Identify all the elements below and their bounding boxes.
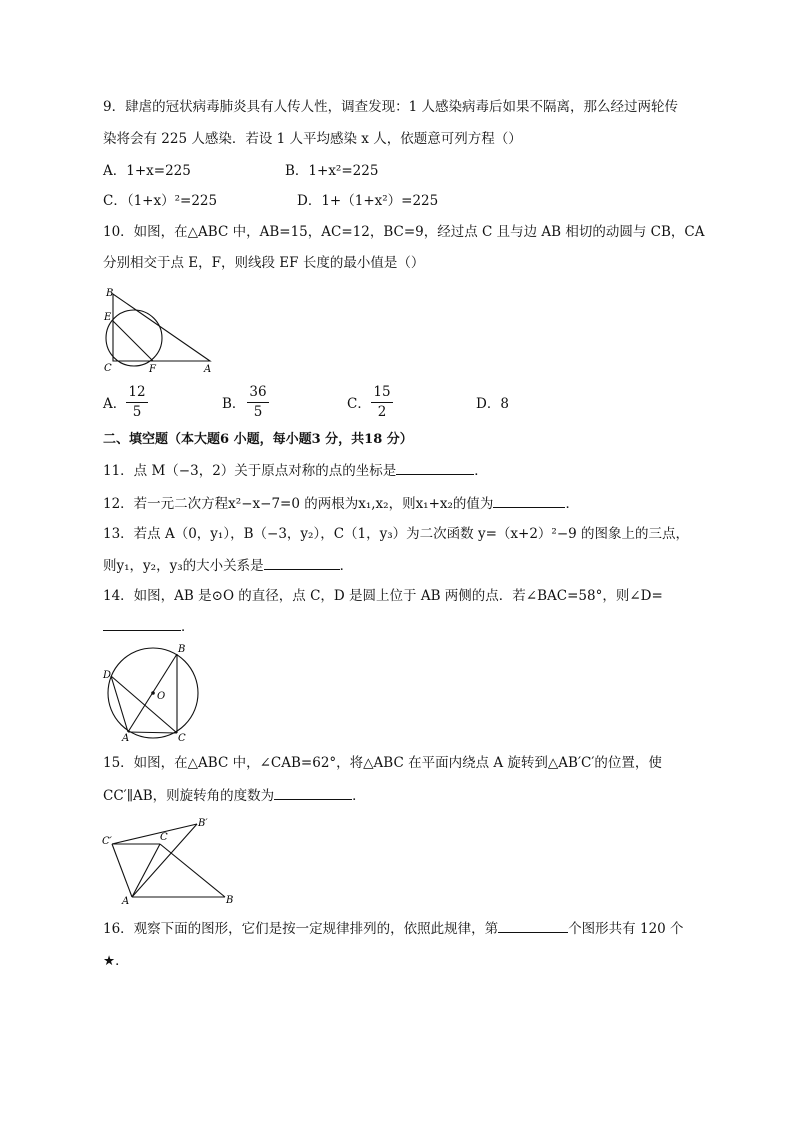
q10-option-a-denominator: 5 [132,404,142,420]
q14-line2 [103,618,195,635]
q10-label-b: B [106,288,114,299]
q9-option-c: C．（1+x）²=225 [103,193,218,209]
q14-label-o: O [157,691,166,702]
q13-end: ． [339,558,354,574]
q15-line1: 15．如图，在△ABC 中，∠CAB=62°，将△ABC 在平面内绕点 A 旋转到△AB′C′的位置，使 [103,755,662,771]
q10-option-c-fraction [371,384,393,421]
q16-text-a: 16．观察下面的图形，它们是按一定规律排列的，依照此规律，第 [103,921,499,937]
q10-option-c-numerator: 15 [371,384,393,403]
q10-option-b-numerator: 36 [247,384,269,403]
q10-label-a: A [204,364,212,375]
q14-end: ． [181,619,195,635]
q10-line1: 10．如图，在△ABC 中，AB=15，AC=12，BC=9，经过点 C 且与边 AB 相切的动圆与 CB，CA [103,224,705,240]
q16-answer-blank[interactable] [498,920,568,933]
q14-line1: 14．如图，AB 是⊙O 的直径，点 C，D 是圆上位于 AB 两侧的点．若∠BAC=58°，则∠D= [103,588,663,604]
q10-option-c-denominator: 2 [377,404,387,420]
q14-label-a: A [122,733,130,742]
q13-text: 则y₁，y₂，y₃的大小关系是 [103,558,264,574]
q16-line2: ★． [103,953,129,969]
q12-text: 12．若一元二次方程x²−x−7=0 的两根为x₁,x₂，则x₁+x₂的值为 [103,496,494,512]
q10-option-c-label: C． [347,396,371,412]
q9-line1: 9．肆虐的冠状病毒肺炎具有人传人性，调查发现：1 人感染病毒后如果不隔离，那么经过两轮传 [103,99,678,115]
q10-option-b-denominator: 5 [253,404,263,420]
q16-text-b: 个图形共有 120 个 [568,921,684,937]
q14-circle-figure [100,642,205,742]
q10-option-a-fraction [126,384,148,421]
q15-label-c-prime: C′ [102,836,112,847]
q14-label-d: D [103,670,112,681]
q14-label-c: C [178,733,186,742]
q15-line2 [103,787,366,804]
q15-label-c: C [160,832,168,843]
q12-end: ． [565,496,579,512]
q14-label-b: B [178,644,186,655]
q10-line2: 分别相交于点 E，F，则线段 EF 长度的最小值是（） [103,255,425,271]
q15-answer-blank[interactable] [274,787,352,800]
section-2-heading: 二、填空题（本大题6 小题，每小题3 分，共18 分） [103,432,413,447]
q10-option-d: D．8 [476,396,509,412]
q11-text: 11．点 M（−3，2）关于原点对称的点的坐标是 [103,463,397,479]
q16-line1 [103,920,684,937]
q10-label-e: E [104,312,112,323]
q10-label-f: F [149,364,156,375]
q15-text: CC′∥AB，则旋转角的度数为 [103,788,275,804]
q15-label-b: B [226,895,234,904]
q13-line2 [103,557,353,574]
q11-answer-blank[interactable] [396,462,474,475]
q10-option-b-fraction [247,384,269,421]
q14-answer-blank[interactable] [103,618,181,631]
q13-line1: 13．若点 A（0，y₁），B（−3，y₂），C（1，y₃）为二次函数 y=（x+2）²−9 的图象上的三点， [103,526,690,542]
q9-option-b: B．1+x²=225 [285,163,379,179]
q9-option-d: D．1+（1+x²）=225 [297,193,439,209]
q12-line [103,495,579,512]
q9-line2: 染将会有 225 人感染．若设 1 人平均感染 x 人，依题意可列方程（） [103,131,522,147]
q10-option-b-label: B． [222,396,246,412]
q15-label-a: A [122,896,130,904]
q12-answer-blank[interactable] [493,495,565,508]
q10-option-a-numerator: 12 [126,384,148,403]
q15-label-b-prime: B′ [198,818,208,829]
q10-option-a-label: A． [103,396,127,412]
q11-line [103,462,488,479]
q13-answer-blank[interactable] [264,557,340,570]
q9-option-a: A．1+x=225 [103,163,191,179]
q15-rotation-figure [100,812,240,904]
q10-label-c: C [104,363,112,374]
q10-triangle-figure [100,285,220,375]
q15-end: ． [352,788,366,804]
q11-end: ． [474,463,488,479]
